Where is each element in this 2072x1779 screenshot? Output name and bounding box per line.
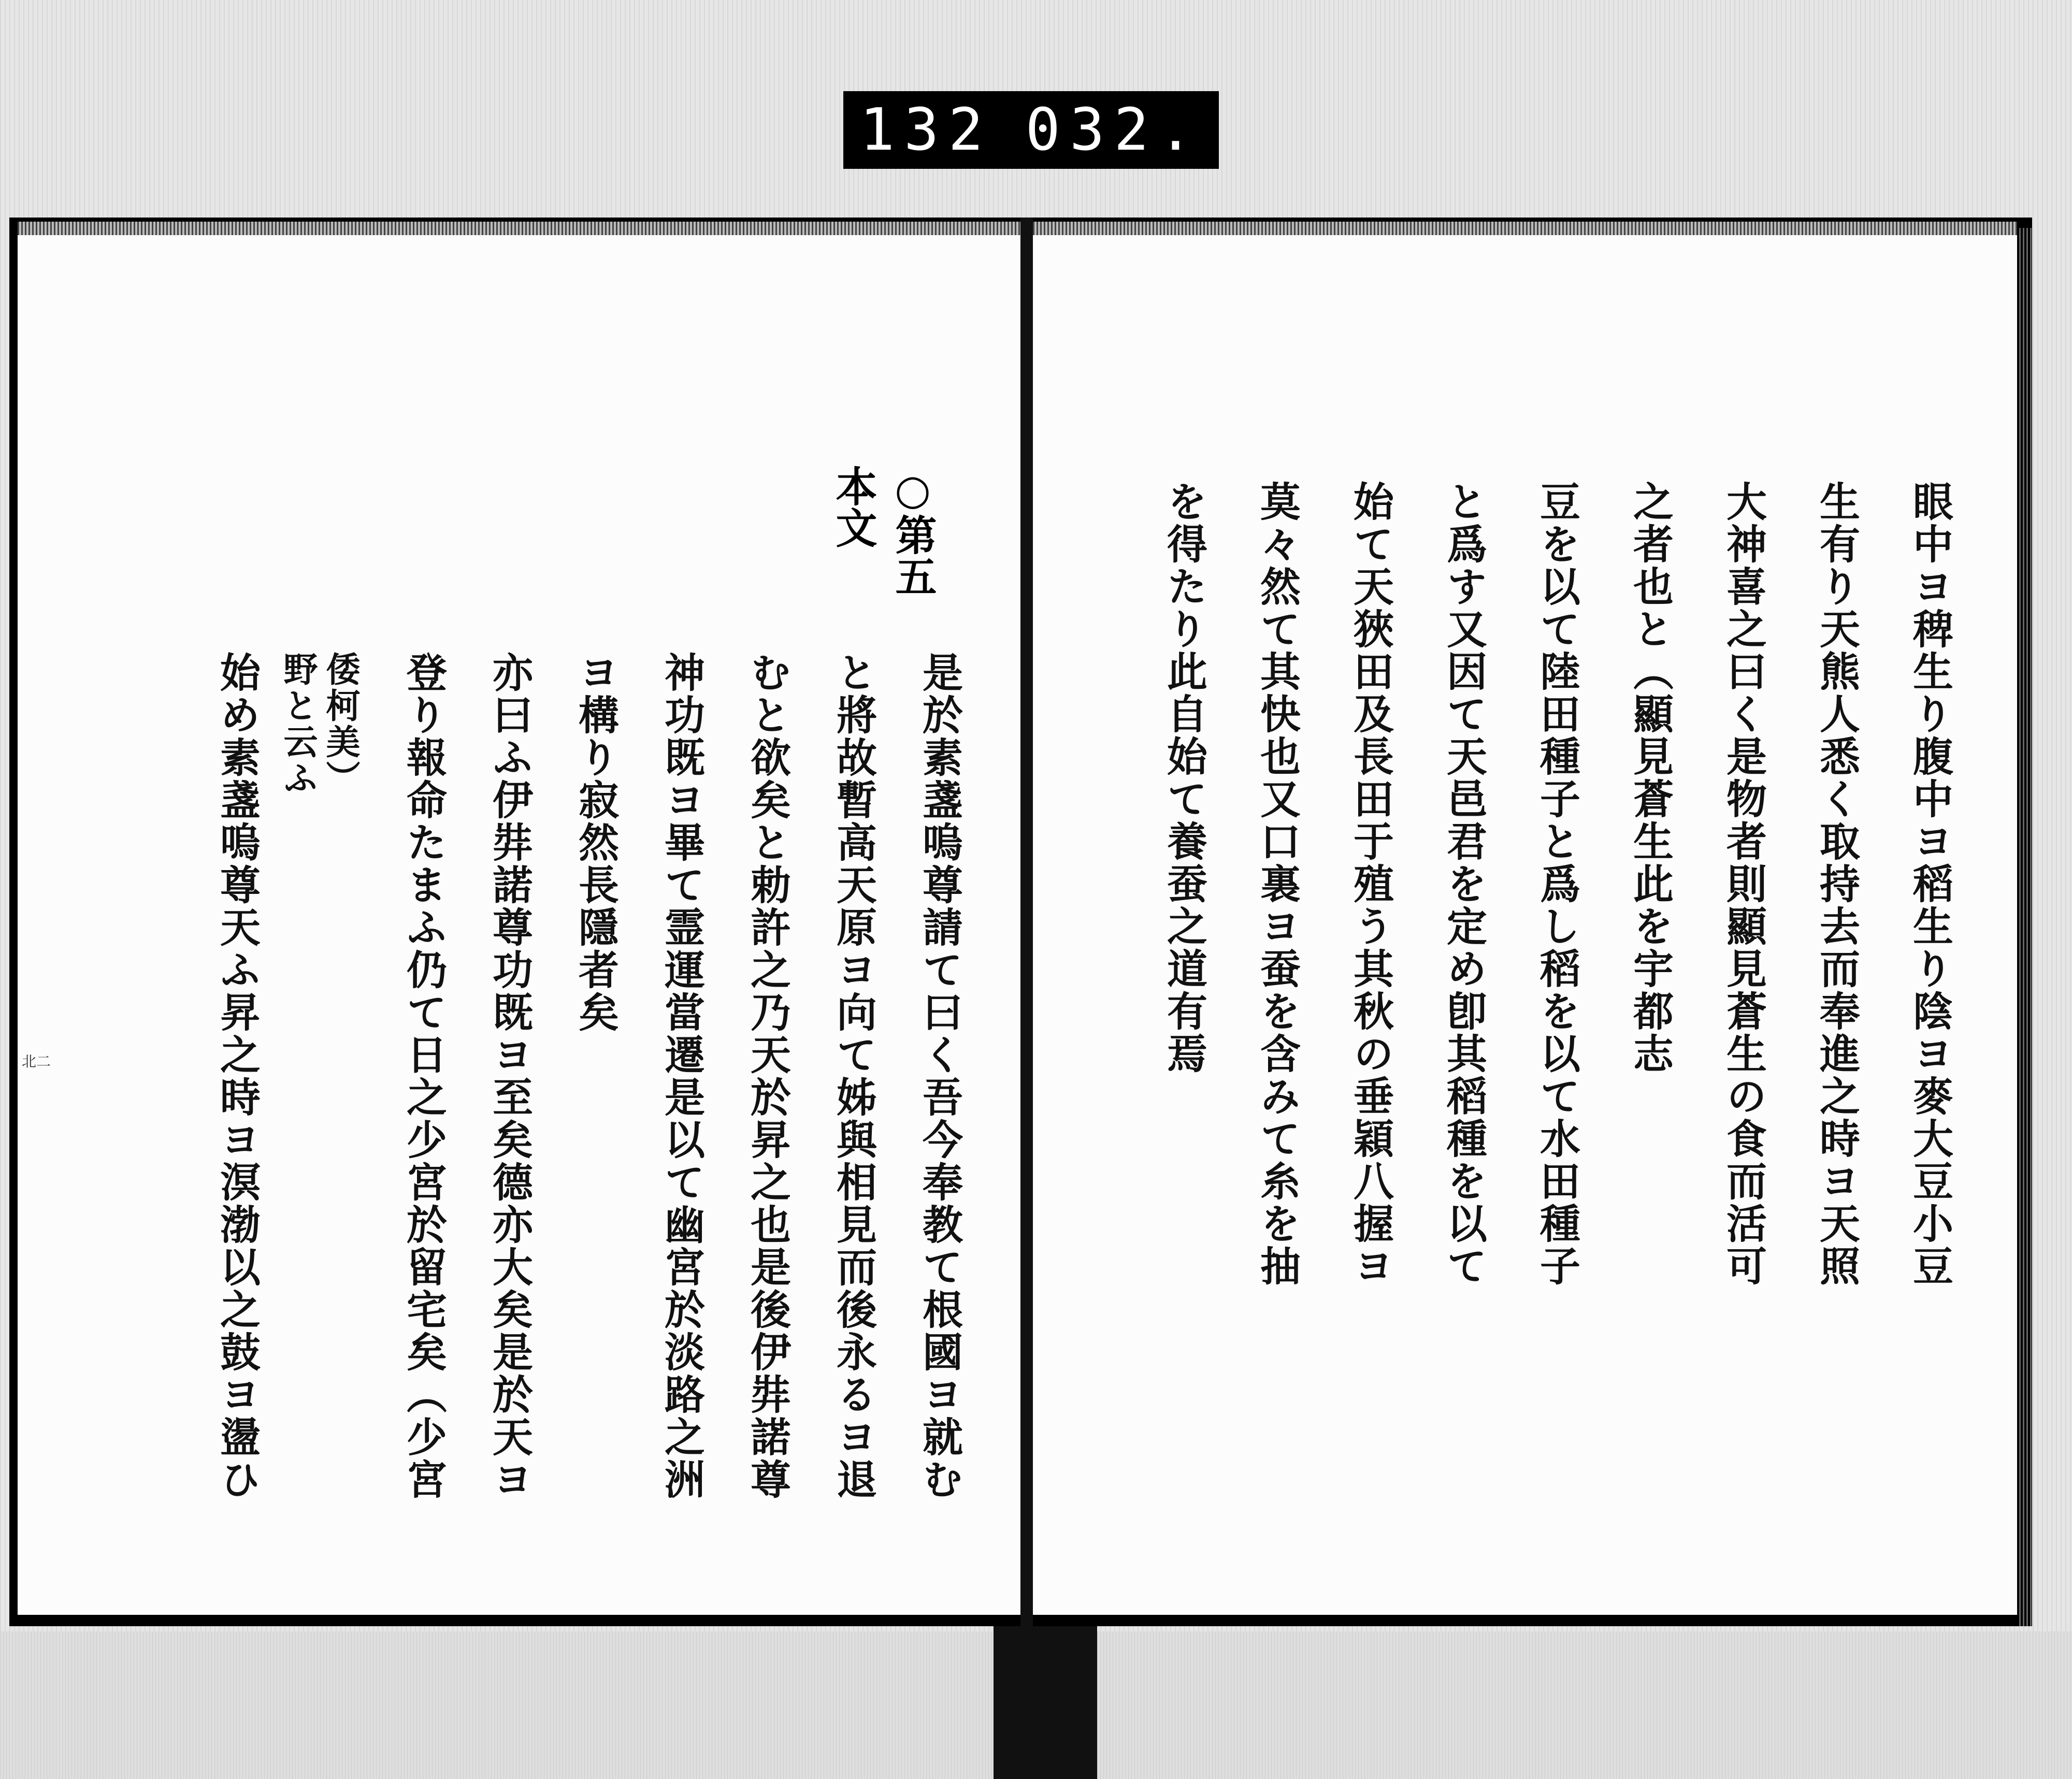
left-page: [18, 222, 1020, 1615]
text-column: を得たり此自始て養蚕之道有焉: [1160, 481, 1207, 1075]
text-column: 始て天狹田及長田于殖う其秋の垂穎八握ヨ: [1347, 481, 1394, 1288]
archive-label-right-number: 032.: [1025, 96, 1203, 164]
right-text-columns: [1111, 481, 1953, 1288]
section-heading: ○第五本文: [829, 465, 937, 597]
page-stack-edge: [2017, 228, 2032, 1626]
text-column: むと欲矣と勅許之乃天於昇之也是後伊弉諾尊: [744, 652, 791, 1501]
text-column: 亦曰ふ伊弉諾尊功既ヨ至矣德亦大矣是於天ヨ: [486, 652, 533, 1501]
book-gutter: [1020, 218, 1033, 1626]
open-book: [9, 218, 2032, 1626]
text-column: 神功既ヨ畢て霊運當遷是以て幽宮於淡路之洲: [658, 652, 705, 1501]
text-column: 眼中ヨ稗生り腹中ヨ稻生り陰ヨ麥大豆小豆: [1906, 481, 1953, 1288]
archive-label: [843, 91, 1219, 169]
text-column: 之者也と（顯見蒼生此を宇都志: [1627, 481, 1674, 1075]
text-column: ヨ構り寂然長隱者矣: [572, 652, 619, 1034]
heading-wrap: [829, 444, 943, 600]
text-column: 始め素盞嗚尊天ふ昇之時ヨ溟渤以之鼓ヨ盪ひ: [213, 652, 261, 1501]
text-column: 登り報命たまふ仍て日之少宮於留宅矣（少宮: [400, 652, 447, 1501]
text-column: 莫々然て其快也又口裏ヨ蚕を含みて糸を抽: [1254, 481, 1301, 1288]
text-column: 生有り天熊人悉く取持去而奉進之時ヨ天照: [1813, 481, 1860, 1288]
archive-label-left-number: 132: [859, 96, 993, 164]
text-column: 大神喜之曰く是物者則顯見蒼生の食而活可: [1720, 481, 1767, 1288]
right-page: [1033, 222, 2017, 1615]
text-column: 倭柯美）: [320, 652, 361, 797]
text-column: 是於素盞嗚尊請て曰く吾今奉教て根國ヨ就む: [916, 652, 963, 1501]
text-column: 豆を以て陸田種子と爲し稻を以て水田種子: [1533, 481, 1580, 1288]
binding-strip: [994, 1626, 1097, 1779]
text-column: と將故暫高天原ヨ向て姊與相見而後永るヨ退: [830, 652, 877, 1501]
margin-page-number: 北二: [22, 1053, 51, 1070]
text-column: と爲す又因て天邑君を定め卽其稻種を以て: [1440, 481, 1487, 1288]
text-column: 野と云ふ: [278, 652, 318, 797]
left-text-columns: [171, 652, 963, 1501]
